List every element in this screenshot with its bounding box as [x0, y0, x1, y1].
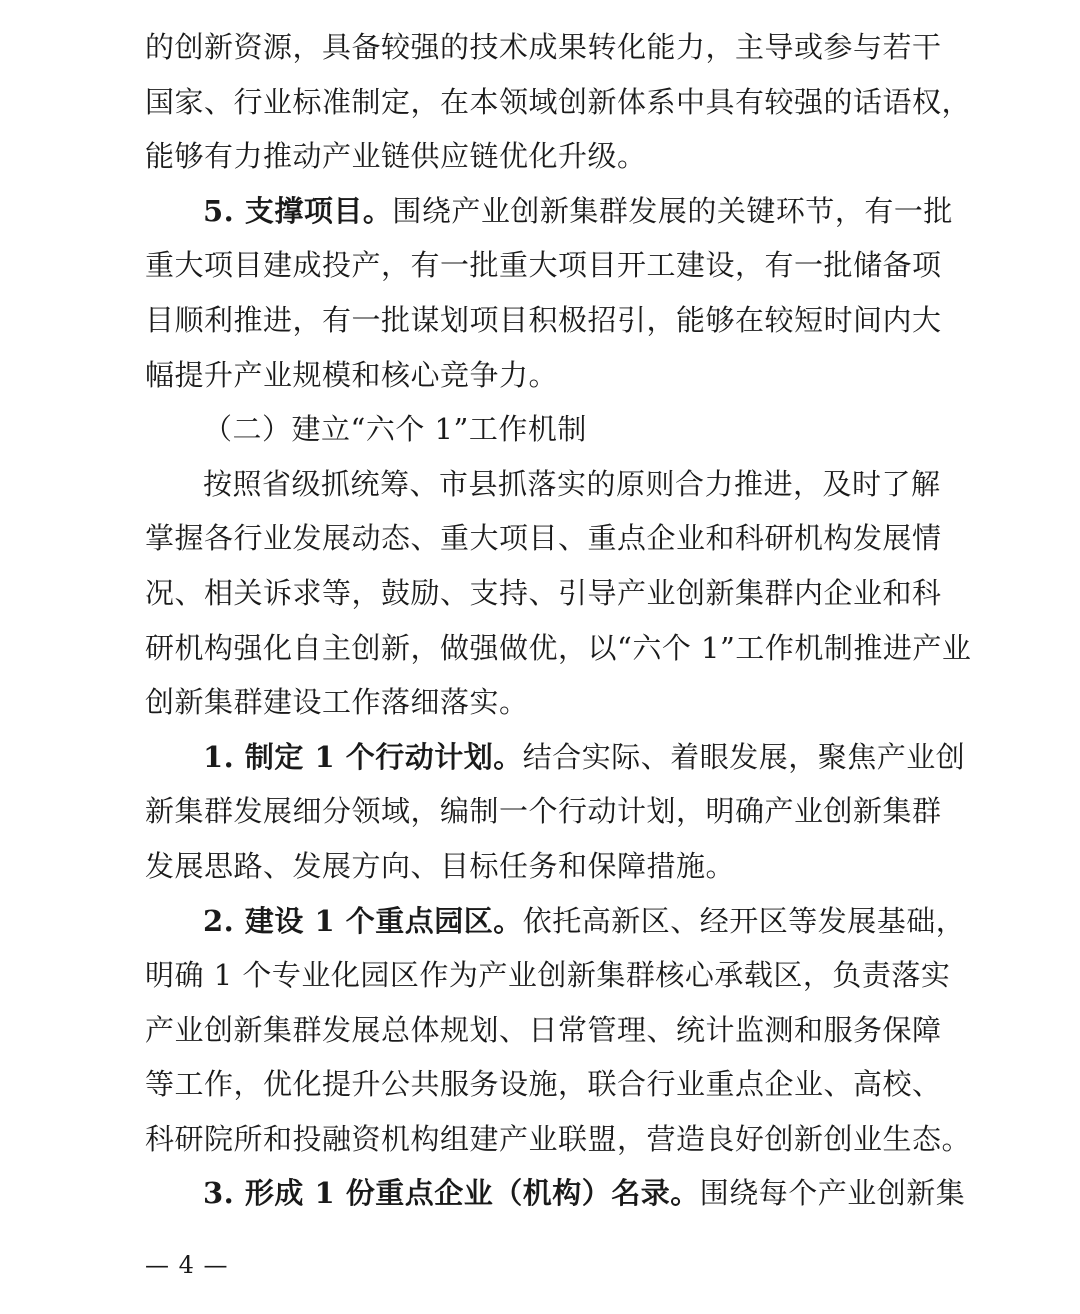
body-line: 发展思路、发展方向、目标任务和保障措施。 [145, 848, 736, 883]
document-page [145, 20, 972, 1221]
body-line: 产业创新集群发展总体规划、日常管理、统计监测和服务保障 [145, 1012, 942, 1047]
body-line: 目顺利推进，有一批谋划项目积极招引，能够在较短时间内大 [145, 302, 942, 337]
item-heading: 3. 形成 1 份重点企业（机构）名录。 [203, 1176, 700, 1211]
body-line: 国家、行业标准制定，在本领域创新体系中具有较强的话语权， [145, 84, 972, 119]
item-heading: 2. 建设 1 个重点园区。 [203, 903, 523, 938]
item-text: 围绕产业创新集群发展的关键环节，有一批 [392, 193, 953, 228]
body-line: 科研院所和投融资机构组建产业联盟，营造良好创新创业生态。 [145, 1121, 972, 1156]
body-line: 按照省级抓统筹、市县抓落实的原则合力推进，及时了解 [203, 466, 941, 501]
body-line: 能够有力推动产业链供应链优化升级。 [145, 139, 647, 174]
body-line: 掌握各行业发展动态、重大项目、重点企业和科研机构发展情 [145, 521, 942, 556]
item-heading: 5. 支撑项目。 [203, 193, 393, 228]
item-heading: 1. 制定 1 个行动计划。 [203, 739, 523, 774]
body-line: 幅提升产业规模和核心竞争力。 [145, 357, 559, 392]
item-heading-line [145, 730, 966, 785]
item-text: 依托高新区、经开区等发展基础， [522, 903, 966, 938]
body-line: 明确 1 个专业化园区作为产业创新集群核心承载区，负责落实 [145, 958, 951, 993]
item-heading-line [145, 894, 966, 949]
page-number: — 4 — [145, 1251, 229, 1279]
body-line: 创新集群建设工作落细落实。 [145, 685, 529, 720]
body-line: 况、相关诉求等，鼓励、支持、引导产业创新集群内企业和科 [145, 575, 942, 610]
item-heading-line [145, 184, 953, 239]
body-line: 等工作，优化提升公共服务设施，联合行业重点企业、高校、 [145, 1067, 942, 1102]
body-line: 的创新资源，具备较强的技术成果转化能力，主导或参与若干 [145, 30, 942, 64]
body-line: 重大项目建成投产，有一批重大项目开工建设，有一批储备项 [145, 248, 942, 283]
item-heading-line [145, 1166, 966, 1221]
item-text: 结合实际、着眼发展，聚焦产业创 [522, 739, 966, 774]
body-line: 研机构强化自主创新，做强做优，以“六个 1”工作机制推进产业 [145, 630, 972, 665]
body-line: 新集群发展细分领域，编制一个行动计划，明确产业创新集群 [145, 794, 942, 829]
item-text: 围绕每个产业创新集 [699, 1176, 966, 1211]
section-title: （二）建立“六个 1”工作机制 [203, 412, 587, 447]
